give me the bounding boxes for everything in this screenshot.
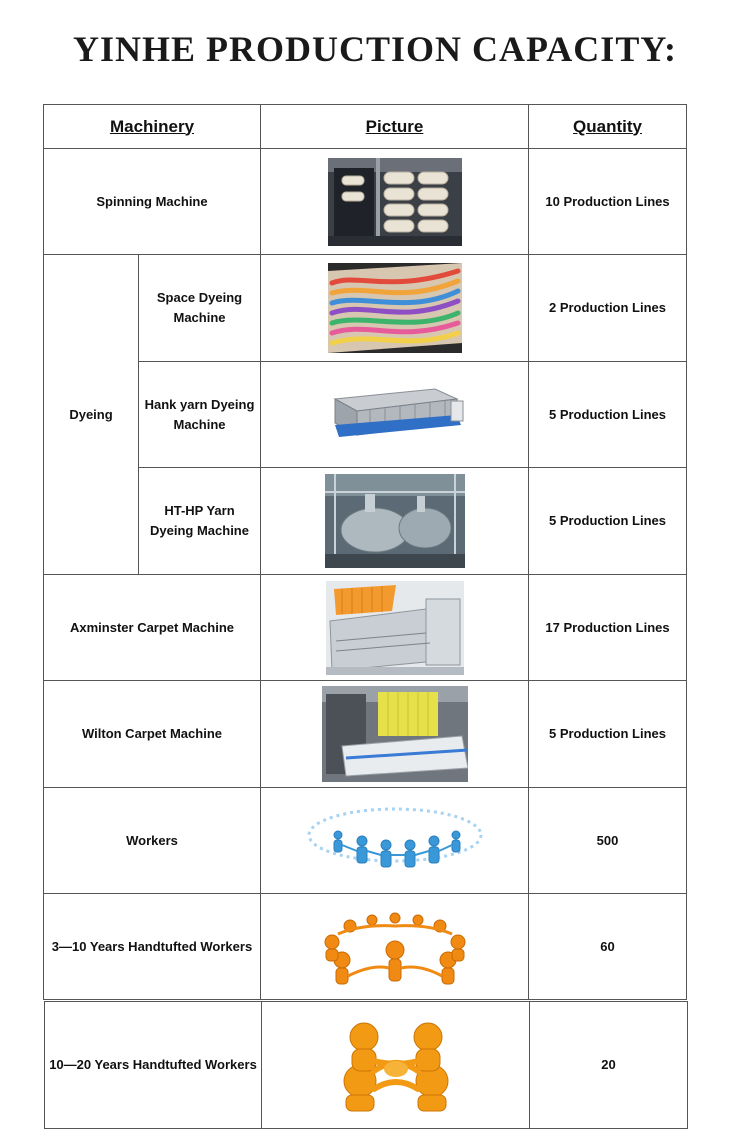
table-row: [44, 255, 687, 362]
picture-cell: [261, 149, 529, 255]
picture-cell: [262, 1002, 530, 1129]
picture-cell: [261, 788, 529, 894]
quantity-cell: 20: [530, 1002, 688, 1129]
machinery-cell: Wilton Carpet Machine: [44, 681, 261, 788]
capacity-table-continued: [44, 1001, 688, 1129]
quantity-cell: 5 Production Lines: [529, 362, 687, 468]
picture-cell: [261, 255, 529, 362]
orange-team-icon: [302, 904, 488, 990]
machinery-cell: Axminster Carpet Machine: [44, 575, 261, 681]
space-dyed-yarn-photo: [328, 263, 462, 353]
header-quantity: Quantity: [529, 105, 687, 149]
picture-cell: [261, 894, 529, 1000]
spinning-machine-photo: [328, 158, 462, 246]
picture-cell: [261, 362, 529, 468]
header-picture: Picture: [261, 105, 529, 149]
machinery-cell: Workers: [44, 788, 261, 894]
machinery-cell: Space Dyeing Machine: [139, 255, 261, 362]
quantity-cell: 2 Production Lines: [529, 255, 687, 362]
wilton-loom-photo: [322, 686, 468, 782]
orange-handshake-icon: [306, 1015, 486, 1115]
table-row: [44, 894, 687, 1000]
page-title: YINHE PRODUCTION CAPACITY:: [72, 29, 678, 69]
quantity-cell: 10 Production Lines: [529, 149, 687, 255]
picture-cell: [261, 468, 529, 575]
group-cell-dyeing: Dyeing: [44, 255, 139, 575]
machinery-cell: Spinning Machine: [44, 149, 261, 255]
table-row: [44, 575, 687, 681]
axminster-loom-photo: [326, 581, 464, 675]
quantity-cell: 60: [529, 894, 687, 1000]
header-row: [44, 105, 687, 149]
machinery-cell: 3—10 Years Handtufted Workers: [44, 894, 261, 1000]
picture-cell: [261, 575, 529, 681]
quantity-cell: 5 Production Lines: [529, 681, 687, 788]
table-row: [44, 788, 687, 894]
quantity-cell: 5 Production Lines: [529, 468, 687, 575]
table-row: [44, 681, 687, 788]
quantity-cell: 500: [529, 788, 687, 894]
quantity-cell: 17 Production Lines: [529, 575, 687, 681]
picture-cell: [261, 681, 529, 788]
table-row: [44, 362, 687, 468]
machinery-cell: Hank yarn Dyeing Machine: [139, 362, 261, 468]
table-row: [44, 149, 687, 255]
machinery-cell: 10—20 Years Handtufted Workers: [45, 1002, 262, 1129]
table-row: [45, 1002, 688, 1129]
capacity-table: [43, 104, 687, 1000]
machinery-cell: HT-HP Yarn Dyeing Machine: [139, 468, 261, 575]
people-circle-icon: [302, 801, 488, 881]
header-machinery: Machinery: [44, 105, 261, 149]
hank-dyeing-machine-photo: [325, 385, 465, 445]
htp-dyeing-machine-photo: [325, 474, 465, 568]
table-row: [44, 468, 687, 575]
